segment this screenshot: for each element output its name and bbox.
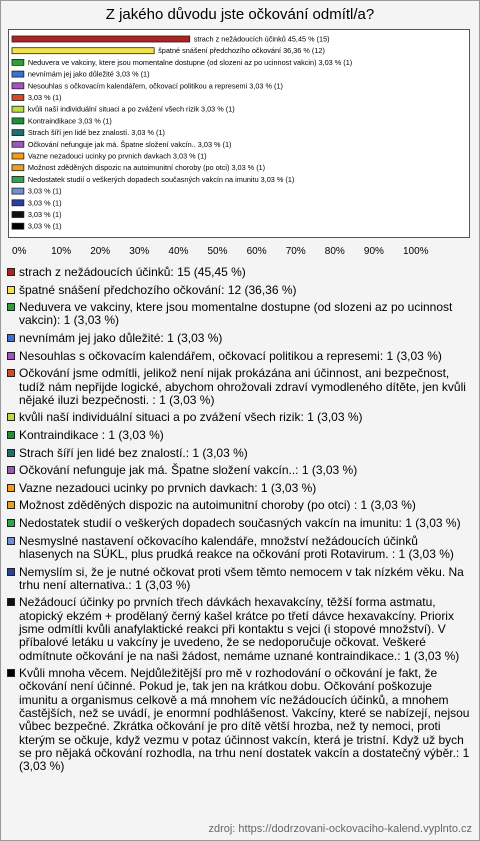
chart-title: Z jakého důvodu jste očkování odmítl/a? — [105, 6, 375, 23]
legend-item — [6, 517, 472, 530]
bar-label-15: 3,03 % (1) — [27, 198, 62, 208]
legend-item — [6, 266, 472, 279]
x-tick-label: 30% — [129, 246, 150, 257]
bar-label-8: Kontraindikace 3,03 % (1) — [27, 116, 112, 126]
x-tick-label: 0% — [12, 246, 27, 257]
bar-chart — [0, 0, 480, 262]
x-tick-label: 20% — [90, 246, 111, 257]
legend-item — [6, 464, 472, 477]
legend-swatch — [7, 449, 15, 457]
bar-label-3: Neduvera ve vakciny, ktere jsou momentalne dostupne (od slozeni az po ucinnost vakcin) 3,03 % (1) — [27, 57, 353, 67]
legend-text: Očkování jsme odmítli, jelikož není nijak prokázána ani účinnost, ani bezpečnost, tudíž nám nepřijde logické, abychom ohrožovali zdraví vymodleného dítěte, jen kvůli nějaké iluzi bezpečnosti. : 1 (3,03 %) — [19, 366, 470, 407]
legend-item — [6, 596, 472, 662]
x-tick-label: 70% — [285, 246, 306, 257]
source-note: zdroj: https://dodrzovani-ockovaciho-kalend.vyplnto.cz — [208, 823, 472, 835]
legend-text: Neduvera ve vakciny, ktere jsou momentalne dostupne (od slozeni az po ucinnost vakcin): 1 (3,03 %) — [19, 300, 456, 328]
bar-8 — [12, 118, 24, 124]
legend-text: Nesmyslné nastavení očkovacího kalendáře, množství nežádoucích účinků hlasenych na SÚKL, plus prudká reakce na očkování proti Rotavirum. : 1 (3,03 %) — [19, 533, 454, 561]
legend-swatch — [7, 413, 15, 421]
bar-1 — [12, 36, 190, 42]
legend-swatch — [7, 568, 15, 576]
bar-label-7: kvůli naší individuální situaci a po zvážení všech rizik 3,03 % (1) — [27, 104, 235, 114]
bar-6 — [12, 95, 24, 101]
bar-9 — [12, 130, 24, 136]
x-tick-label: 60% — [246, 246, 267, 257]
legend-swatch — [7, 286, 15, 294]
legend-text: kvůli naší individuální situaci a po zvážení všech rizik: 1 (3,03 %) — [19, 410, 363, 425]
legend-text: strach z nežádoucích účinků: 15 (45,45 %) — [19, 265, 246, 279]
legend-text: Vazne nezadouci ucinky po prvnich davkach: 1 (3,03 %) — [19, 480, 317, 495]
x-tick-label: 50% — [207, 246, 228, 257]
legend-item — [6, 284, 472, 297]
legend-text: Nesouhlas s očkovacím kalendářem, očkovací politikou a represemi: 1 (3,03 %) — [19, 348, 442, 363]
bar-16 — [12, 212, 24, 218]
x-tick-label: 80% — [324, 246, 345, 257]
legend-item — [6, 411, 472, 424]
bar-label-6: 3,03 % (1) — [27, 93, 62, 102]
x-tick-label: 100% — [403, 246, 429, 257]
legend-swatch — [7, 303, 15, 311]
bar-label-12: Možnost zděděných dispozic na autoimunitní choroby (po otci) 3,03 % (1) — [27, 163, 266, 173]
x-tick-label: 90% — [363, 246, 384, 257]
bar-2 — [12, 48, 154, 54]
legend-text: Nežádoucí účinky po prvních třech dávkách hexavakcíny, těžší forma astmatu, atopický ekzém + prodělaný černý kašel krátce po třetí dávce hexavakcíny. Priorix jsme odmítli kvůli anafylaktické reakci při kontaktu s vejci (i stopové množství). V příbalové letáku u vakcíny je uvedeno, že se nedoporučuje očkovat. Veškeré odmítnute očkování je na naši žádost, nemáme uznané kontraindikace.: 1 (3,03 %) — [19, 595, 460, 663]
bar-15 — [12, 200, 24, 206]
legend-text: Očkování nefunguje jak má. Špatne složení vakcín..: 1 (3,03 %) — [19, 463, 358, 478]
bar-14 — [12, 188, 24, 194]
bar-12 — [12, 165, 24, 171]
bar-label-16: 3,03 % (1) — [27, 210, 62, 219]
bar-label-10: Očkování nefunguje jak má. Špatne složení vakcín.. 3,03 % (1) — [27, 139, 232, 149]
legend-swatch — [7, 598, 15, 606]
x-tick-label: 40% — [168, 246, 189, 257]
legend-swatch — [7, 352, 15, 360]
bar-5 — [12, 83, 24, 89]
legend-swatch — [7, 369, 15, 377]
bar-label-17: 3,03 % (1) — [27, 221, 62, 231]
legend-swatch — [7, 431, 15, 439]
legend-item — [6, 301, 472, 328]
bar-17 — [12, 223, 24, 229]
legend-item — [6, 447, 472, 460]
bar-label-1: strach z nežádoucích účinků 45,45 % (15) — [193, 34, 330, 44]
legend-text: Nedostatek studií o veškerých dopadech současných vakcín na imunitu: 1 (3,03 %) — [19, 516, 461, 531]
legend-item — [6, 566, 472, 593]
legend-swatch — [7, 537, 15, 545]
bar-label-5: Nesouhlas s očkovacím kalendářem, očkovací politikou a represemi 3,03 % (1) — [27, 81, 283, 91]
legend-item — [6, 367, 472, 407]
bar-7 — [12, 106, 24, 112]
legend-text: Možnost zděděných dispozic na autoimunitní choroby (po otci) : 1 (3,03 %) — [19, 498, 416, 513]
bar-label-4: nevnímám jej jako důležité 3,03 % (1) — [27, 69, 150, 79]
legend-item — [6, 667, 472, 773]
legend-item — [6, 429, 472, 442]
legend-text: špatné snášení předchozího očkování: 12 (36,36 %) — [19, 282, 297, 297]
legend-text: Nemyslím si, že je nutné očkovat proti všem těmto nemocem v tak nízkém věku. Na trhu není alternativa.: 1 (3,03 %) — [19, 564, 468, 592]
legend-swatch — [7, 268, 15, 276]
bar-11 — [12, 153, 24, 159]
bar-4 — [12, 71, 24, 77]
legend-item — [6, 332, 472, 345]
bar-label-11: Vazne nezadouci ucinky po prvnich davkach 3,03 % (1) — [27, 151, 207, 161]
legend-text: Kvůli mnoha věcem. Nejdůležitější pro mě v rozhodování o očkování je fakt, že očkování není účinné. Pokud je, tak jen na krátkou dobu. Očkování poškozuje imunitu a organismus celkově a má mnohem víc nežádoucích účinků, a mnohem častějších, než se uvádí, je enormní podhlášenost. Vakcíny, které se nabízejí, nejsou vůbec bezpečné. Zkrátka očkování je pro dítě větší hrozba, než ty nemoci, proti kterým se očkuje, když vezmu v potaz účinnost vakcín, která je tristní. Když už bych se pro nějaká očkování rozhodla, na trhu není dostatek vakcín a dostatečný výběr.: 1 (3,03 %) — [19, 666, 473, 774]
legend-swatch — [7, 519, 15, 527]
bar-label-2: špatné snášení předchozího očkování 36,36 % (12) — [158, 46, 325, 56]
legend-item — [6, 499, 472, 512]
bar-10 — [12, 141, 24, 147]
legend-swatch — [7, 669, 15, 677]
legend — [6, 266, 472, 778]
bar-label-14: 3,03 % (1) — [27, 186, 62, 196]
legend-text: Strach šíří jen lidé bez znalostí.: 1 (3,03 %) — [19, 445, 248, 460]
x-tick-label: 10% — [51, 246, 72, 257]
bar-label-13: Nedostatek studií o veškerých dopadech současných vakcín na imunitu 3,03 % (1) — [27, 174, 295, 184]
bar-label-9: Strach šíří jen lidé bez znalostí. 3,03 % (1) — [27, 128, 165, 138]
legend-item — [6, 535, 472, 562]
legend-text: nevnímám jej jako důležité: 1 (3,03 %) — [19, 331, 223, 346]
legend-swatch — [7, 334, 15, 342]
legend-swatch — [7, 484, 15, 492]
bar-3 — [12, 59, 24, 65]
legend-item — [6, 350, 472, 363]
bar-13 — [12, 176, 24, 182]
legend-swatch — [7, 466, 15, 474]
legend-text: Kontraindikace : 1 (3,03 %) — [19, 428, 164, 443]
legend-item — [6, 482, 472, 495]
legend-swatch — [7, 501, 15, 509]
